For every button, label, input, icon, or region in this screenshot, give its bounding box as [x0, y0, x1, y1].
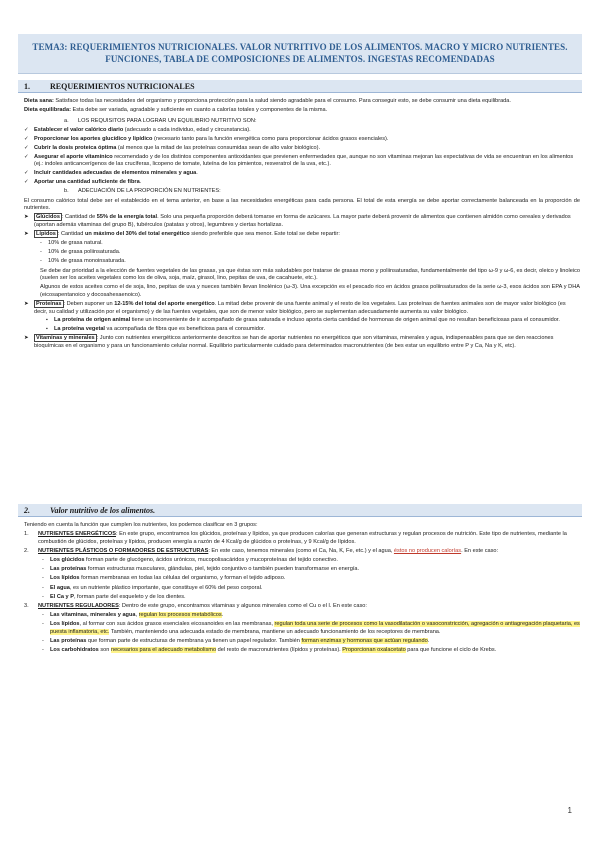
regulator-tail: para que funcione el ciclo de Krebs. [405, 647, 497, 654]
check-item-text: (adecuado a cada individuo, edad y circunstancia). [123, 127, 251, 134]
no-calories-note: éstos no producen calorías [393, 548, 462, 555]
glucidos-item [24, 214, 580, 229]
plastic-list-bold: El agua [50, 584, 70, 591]
check-item-bold: Incluir cantidades adecuadas de elementos minerales y agua [34, 170, 197, 176]
dieta-sana-paragraph [24, 98, 580, 105]
plastic-list-item [24, 566, 580, 573]
nutrient-group-2 [24, 548, 580, 555]
nutrient-group-number: 1. [24, 531, 29, 538]
check-item-bold: Aportar una cantidad suficiente de fibra [34, 178, 140, 185]
lipidos-text: siendo preferible que sea menor. Este total se debe repartir: [189, 231, 340, 238]
glucidos-text: . Solo una pequeña proporción deberá tomarse en forma de azúcares. La mayor parte deberá provenir de alimentos que contienen almidón como cereales y derivados (aportan además vitaminas del grupo B), tubérculos (patatas y otros), legumbres y ciertas hortalizas. [34, 214, 571, 228]
nutrient-group-label: NUTRIENTES ENERGÉTICOS [38, 531, 117, 538]
proteinas-item [24, 301, 580, 316]
proteinas-sub-item [24, 317, 580, 324]
lipidos-pre: : Cantidad [57, 231, 85, 238]
subsection-b [24, 188, 580, 195]
subsection-a-letter: a. [64, 117, 69, 124]
nutrient-group-number: 3. [24, 603, 29, 610]
check-item-bold: Proporcionar los aportes glucídico y lipídico [34, 136, 153, 142]
plastic-list-bold: Los glúcidos [50, 556, 85, 563]
check-item-text: . [139, 178, 142, 185]
nutrient-group-tail: . En este caso: [461, 548, 499, 555]
proteinas-pre: : Deben suponer un [63, 301, 115, 308]
check-item-bold: Cubrir la dosis proteica óptima [34, 144, 117, 151]
regulator-list-item [24, 638, 580, 645]
proteinas-sub-text: va acompañada de fibra que es beneficiosa para el consumidor. [104, 325, 266, 332]
dieta-equilibrada-label: Dieta equilibrada: [24, 107, 71, 114]
check-item-text: recomendado y de los distintos componentes antioxidantes que previenen enfermedades que, aunque no son vitaminas mejoran las expectativas de vida se encuentran en los alimentos (ej.: indoles anticancerígenos de las crucíferas, licopeno de tomate, luteína de los pimientos, resveratrol de la uva, etc.). [34, 153, 574, 168]
highlighted-text: regulan toda una serie de procesos como la vasodilatación o vasoconstricción, agregación o antiagregación plaquetaria, es puesta inflamatoria, etc. [50, 621, 580, 635]
proteinas-sub-item [24, 326, 580, 333]
check-item [24, 179, 580, 186]
regulator-bold: Los lípidos [50, 621, 80, 628]
proteinas-text: . La mitad debe provenir de una fuente animal y el resto de los vegetales. Las proteínas de fuentes animales son de mayor valor biológico (es decir, su calidad y utilización por el organismo) y de las fuentes vegetales, que son de menor valor biológico, pero se suplementan adecuadamente aumenta su valor biológico. [34, 301, 566, 315]
nutrient-group-1 [24, 531, 580, 546]
plastic-list-item [24, 557, 580, 564]
check-item [24, 145, 580, 152]
check-item-text: (necesario tanto para la función energética como para proporcionar ácidos grasos esenciales). [152, 136, 389, 142]
check-item-bold: Asegurar el aporte vitamínico [34, 153, 113, 160]
check-item [24, 136, 580, 143]
plastic-list-bold: Las proteínas [50, 565, 87, 572]
regulator-bold: Las proteínas [50, 637, 87, 644]
plastic-list-text: forman membranas en todas las células del organismo, y forman el tejido adiposo. [79, 575, 286, 582]
plastic-list-bold: El Ca y P [50, 594, 74, 600]
check-item [24, 127, 580, 134]
nutrient-group-text: : En este caso, tenemos minerales (como el Ca, Na, K, Fe, etc.) y el agua, [208, 548, 394, 555]
nutrient-group-text: : Dentro de este grupo, encontramos vitaminas y algunos minerales como el Cu o el I. En este caso: [118, 603, 367, 610]
regulator-pre: son [98, 647, 111, 654]
vitaminas-text: : Junto con nutrientes energéticos anteriormente descritos se han de aportar nutrientes no energéticos que son vitaminas, minerales y agua, indispensables para que se den reacciones bioquímicas en el organismo y para un funcionamiento celular normal. Equilibrio particularmente cuidado para determinados macronutrientes (de bes estar un equilibrio entre P y Ca, Na y K, etc). [34, 335, 554, 349]
nutrient-group-label: NUTRIENTES PLÁSTICOS O FORMADORES DE ESTRUCTURAS [38, 548, 209, 555]
proteinas-label: Proteínas [36, 301, 62, 308]
consumo-paragraph: El consumo calórico total debe ser el establecido en el tema anterior, en base a las necesidades energéticas para cada persona. El total de esta energía se debe aportar correctamente balanceada en la proporción de nutrientes. [24, 197, 580, 211]
glucidos-pre: : Cantidad de [61, 214, 97, 221]
dieta-equilibrada-paragraph [24, 107, 580, 114]
lipidos-list-item: - 10% de grasa monoinsaturada. [24, 258, 580, 265]
document-title [18, 34, 582, 74]
regulator-tail: También, manteniendo una adecuada estado de membrana, mantiene un adecuado funcionamiento de los receptores de membrana. [109, 628, 441, 635]
section-1-body [24, 98, 580, 351]
check-item-text: (al menos que la mitad de las proteínas consumidas sean de alto valor biológico). [116, 144, 321, 151]
check-item-bold: Establecer el valor calórico diario [34, 127, 124, 134]
regulator-tail: . [427, 637, 430, 644]
page-number: 1 [567, 806, 572, 815]
title-line-1: TEMA3: REQUERIMIENTOS NUTRICIONALES. VALOR NUTRITIVO DE LOS ALIMENTOS. MACRO Y MICRO NUTRIENTES. [32, 41, 568, 52]
plastic-list-text: , forman parte del esqueleto y de los dientes. [73, 594, 186, 600]
dieta-sana-label: Dieta sana: [24, 98, 54, 104]
vitaminas-label: Vitaminas y minerales [36, 335, 95, 342]
section-1-title: REQUERIMIENTOS NUTRICIONALES [50, 82, 195, 91]
section-1-heading [18, 80, 582, 93]
subsection-a [24, 118, 580, 125]
regulator-list-item [24, 612, 580, 619]
section-2-title: Valor nutritivo de los alimentos. [50, 506, 156, 515]
regulator-mid: del resto de macronutrientes (lípidos y proteínas). [216, 647, 343, 654]
highlighted-text: forman enzimas y hormonas que actúan regulando [301, 637, 428, 644]
regulator-list-item [24, 621, 580, 636]
proteinas-bold: 12-15% del total del aporte energético [114, 301, 215, 308]
highlighted-text: Proporcionan oxalacetato [342, 647, 406, 654]
proteinas-sub-bold: La proteína de origen animal [54, 316, 131, 323]
proteinas-sub-text: tiene un inconveniente de ir acompañado de grasa saturada e incluso aporta cierta cantidad de hormonas de origen animal que no resultan beneficiosas para el consumidor. [130, 316, 560, 323]
plastic-list-text: , es un nutriente plástico importante, que constituye el 60% del peso corporal. [69, 584, 263, 591]
subsection-b-letter: b. [64, 188, 69, 195]
plastic-list-text: forman parte de glucógeno, ácidos urónicos, mucopolisacáridos y mucoproteínas del tejido conectivo. [84, 556, 338, 563]
highlighted-text: regulan los procesos metabólicos [138, 611, 222, 618]
subsection-a-title: LOS REQUISITOS PARA LOGRAR UN EQUILIBRIO NUTRITIVO SON: [78, 117, 257, 124]
dieta-sana-text: Satisface todas las necesidades del organismo y proporciona protección para la salud siendo agradable para el consumo. Para conseguir esto, se debe consumir una dieta equilibrada. [53, 98, 511, 104]
check-item [24, 154, 580, 169]
vitaminas-item [24, 335, 580, 350]
regulator-bold: Las vitaminas, minerales y agua [50, 611, 136, 618]
regulator-pre: que forman parte de estructuras de membrana ya tienen un papel regulador. También [86, 637, 302, 644]
section-2-body [24, 522, 580, 657]
regulator-bold: Los carbohidratos [50, 647, 99, 654]
dieta-equilibrada-text: Esta debe ser variada, agradable y suficiente en cuanto a calorías totales y componentes de la misma. [70, 107, 328, 114]
glucidos-bold: 55% de la energía total [96, 214, 158, 221]
regulator-pre: , al formar con sus ácidos grasos esenciales eicosanoides en las membranas, [79, 621, 275, 628]
regulator-list-item [24, 647, 580, 654]
plastic-list-item [24, 575, 580, 582]
check-item-text: . [196, 170, 198, 176]
lipidos-paragraph-1: Se debe dar prioridad a la elección de fuentes vegetales de las grasas, ya que éstas son más saludables por tratarse de grasas mono y poliinsaturadas, fundamentalmente del tipo ω-9 y ω-6, es decir, oleico y linoleico (suelen ser los aceites vegetales como los de oliva, soja, maíz, girasol, lino, pepitas de uva, de cacahuete, etc.). [40, 267, 580, 281]
section-2-number: 2. [24, 506, 30, 515]
regulator-pre: , [135, 611, 139, 618]
section-1-number: 1. [24, 82, 30, 91]
section-2-intro: Teniendo en cuenta la función que cumplen los nutrientes, los podemos clasificar en 3 grupos: [24, 522, 258, 528]
check-item [24, 170, 580, 177]
nutrient-group-label: NUTRIENTES REGULADORES [38, 603, 119, 610]
plastic-list-text: forman estructuras musculares, glándulas, piel, tejido conjuntivo o también pueden transformarse en energía. [86, 565, 360, 572]
nutrient-group-text: : En este grupo, encontramos los glúcidos, proteínas y lípidos, ya que producen calorías que generan estructuras y regulan procesos de nutrición. Este tipo de nutrientes, mediante la combustión de glúcidos, proteínas y lípidos, producen energía a razón de 4 Kcal/g de glúcidos o proteínas, y 9 Kcal/g de lípidos. [38, 531, 567, 545]
lipidos-list-item: - 10% de grasa natural. [24, 240, 580, 247]
title-line-2: FUNCIONES, TABLA DE COMPOSICIONES DE ALIMENTOS. INGESTAS RECOMENDADAS [105, 53, 495, 64]
nutrient-group-3 [24, 603, 580, 610]
proteinas-sub-bold: La proteína vegetal [54, 325, 105, 332]
plastic-list-bold: Los lípidos [50, 575, 80, 582]
plastic-list-item [24, 594, 580, 601]
regulator-tail: . [221, 611, 224, 618]
lipidos-label: Lípidos [36, 231, 56, 238]
subsection-b-title: ADECUACIÓN DE LA PROPORCIÓN EN NUTRIENTES: [78, 188, 221, 195]
nutrient-group-number: 2. [24, 548, 29, 555]
glucidos-label: Glúcidos [36, 214, 60, 221]
lipidos-bold: un máximo del 30% del total energético [84, 231, 190, 238]
section-2-heading [18, 504, 582, 517]
lipidos-paragraph-2: Algunos de estos aceites como el de soja, lino, pepitas de uva y nueces también llevan linolénico (ω-3). Una excepción es el pescado rico en ácidos grasos poliinsaturados de la serie ω-3, esos ácidos son EPA y DHA (eicosapentanoico y docosahexaenoico). [40, 284, 580, 298]
lipidos-item [24, 231, 580, 238]
plastic-list-item [24, 585, 580, 592]
highlighted-text: necesarios para el adecuado metabolismo [110, 647, 217, 654]
lipidos-list-item: - 10% de grasa poliinsaturada. [24, 249, 580, 256]
